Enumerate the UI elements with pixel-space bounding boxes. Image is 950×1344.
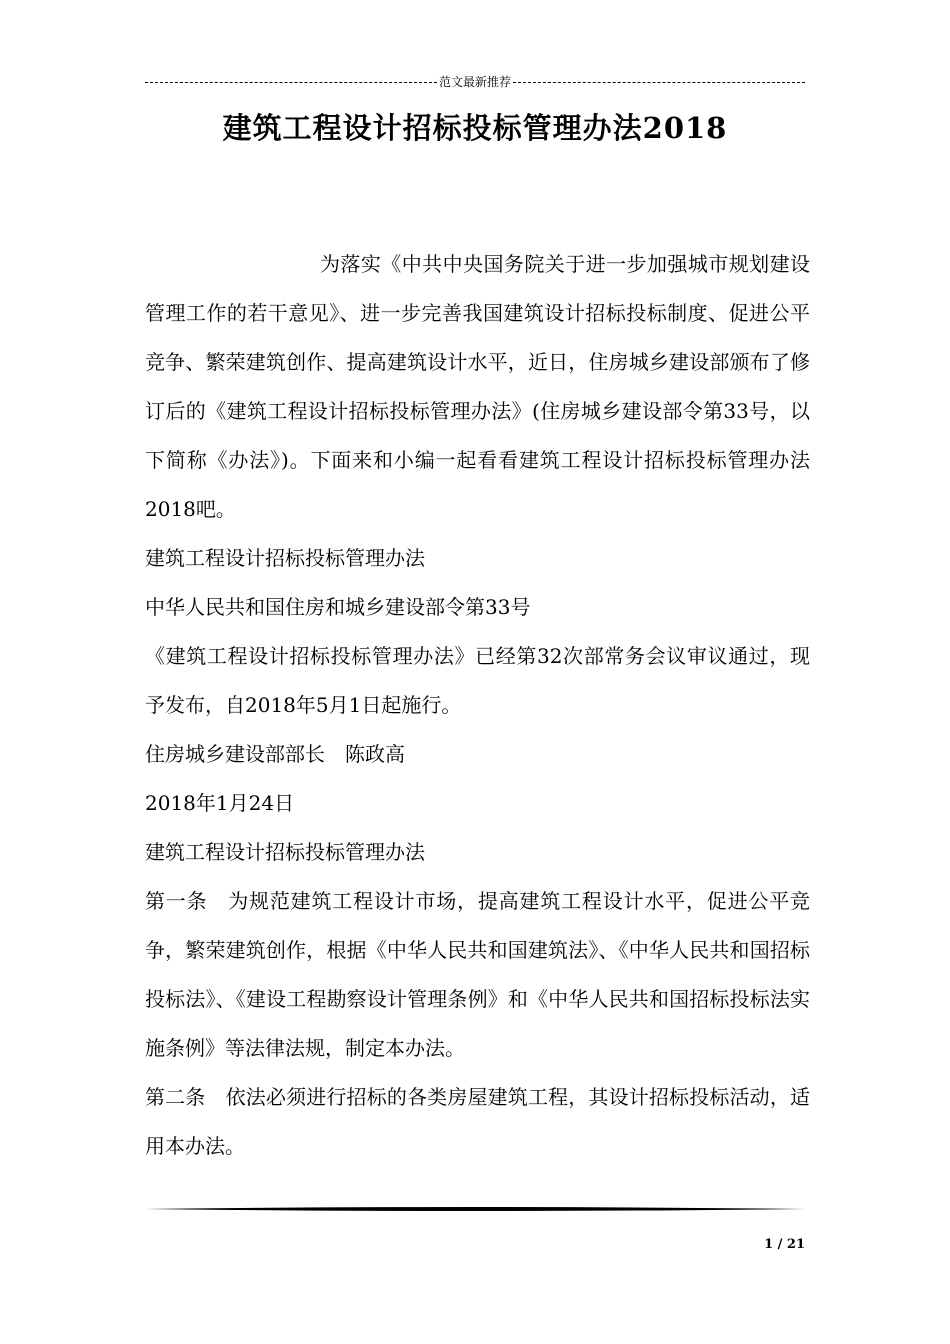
paragraph-article-1: 第一条 为规范建筑工程设计市场，提高建筑工程设计水平，促进公平竞争，繁荣建筑创作，根据《中华人民共和国建筑法》、《中华人民共和国招标投标法》、《建设工程勘察设计管理条例》和《中华人民共和国招标投标法实施条例》等法律法规，制定本办法。 bbox=[145, 889, 810, 1060]
page-header bbox=[145, 74, 805, 90]
header-dash-left bbox=[145, 82, 437, 83]
document-title: 建筑工程设计招标投标管理办法2018 bbox=[222, 111, 728, 145]
paragraph-announcement: 《建筑工程设计招标投标管理办法》已经第32次部常务会议审议通过，现予发布，自2018年5月1日起施行。 bbox=[145, 644, 810, 717]
paragraph-law-title-repeat: 建筑工程设计招标投标管理办法 bbox=[145, 840, 425, 864]
header-text: 范文最新推荐 bbox=[439, 75, 512, 89]
paragraph-article-2: 第二条 依法必须进行招标的各类房屋建筑工程，其设计招标投标活动，适用本办法。 bbox=[145, 1085, 810, 1158]
page-number: 1 / 21 bbox=[764, 1237, 805, 1252]
document-body bbox=[145, 240, 810, 1171]
footer-divider-line bbox=[145, 1205, 805, 1213]
paragraph-signatory: 住房城乡建设部部长 陈政高 bbox=[145, 742, 405, 766]
paragraph-law-title: 建筑工程设计招标投标管理办法 bbox=[145, 546, 425, 570]
paragraph-intro: 为落实《中共中央国务院关于进一步加强城市规划建设管理工作的若干意见》、进一步完善我国建筑设计招标投标制度、促进公平竞争、繁荣建筑创作、提高建筑设计水平，近日，住房城乡建设部颁布了修订后的《建筑工程设计招标投标管理办法》(住房城乡建设部令第33号，以下简称《办法》)。下面来和小编一起看看建筑工程设计招标投标管理办法2018吧。 bbox=[145, 252, 810, 521]
header-dash-right bbox=[513, 82, 805, 83]
footer-divider bbox=[145, 1205, 805, 1213]
paragraph-decree-number: 中华人民共和国住房和城乡建设部令第33号 bbox=[145, 595, 531, 619]
paragraph-date: 2018年1月24日 bbox=[145, 791, 295, 815]
